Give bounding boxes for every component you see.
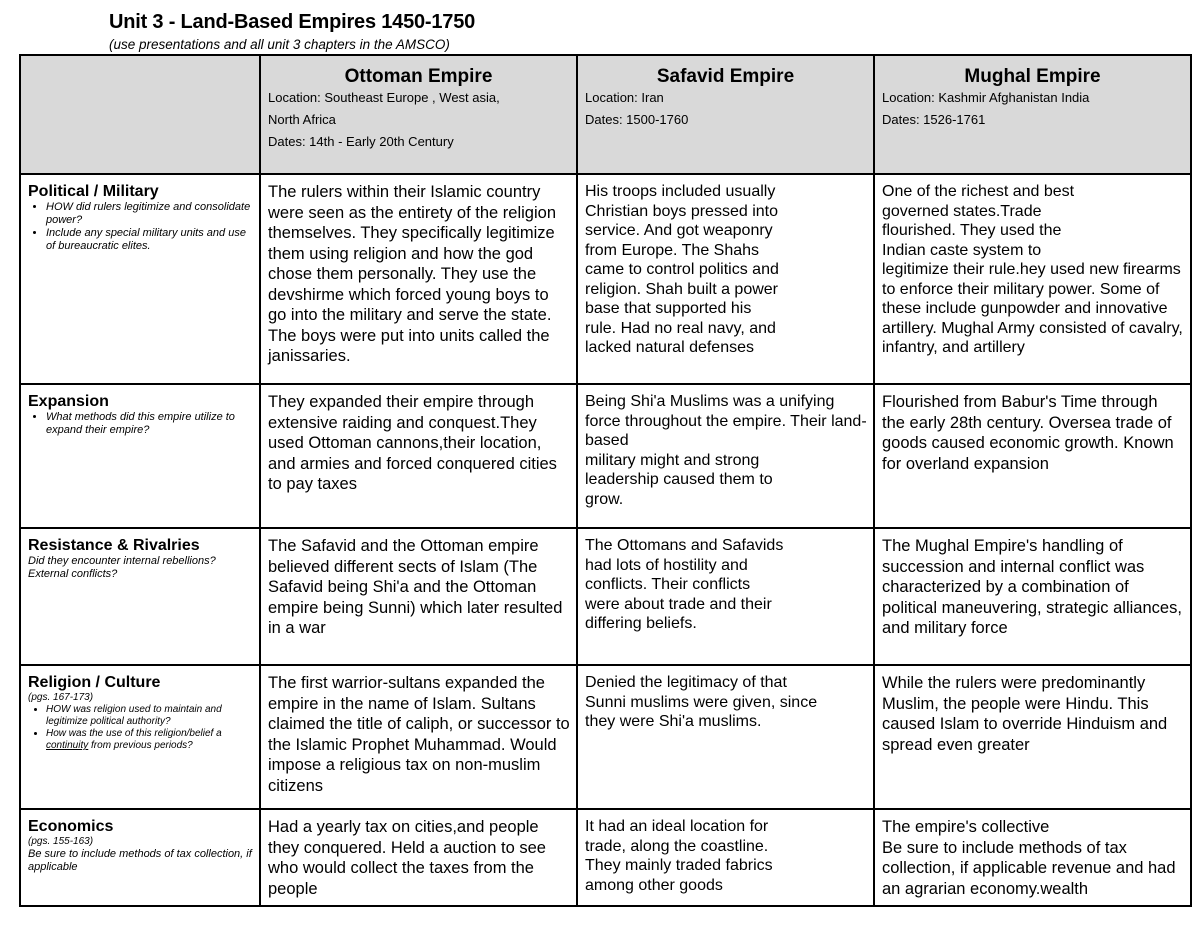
row-title: Religion / Culture xyxy=(28,674,161,691)
cell-safavid[interactable] xyxy=(577,665,874,809)
cell-ottoman[interactable] xyxy=(260,528,577,665)
table-row xyxy=(20,528,1191,665)
cell-text: They expanded their empire through extensive raiding and conquest.They used Ottoman cannons,their location, and armies and forced conquered cities to pay taxes xyxy=(268,393,557,493)
row-label-expansion xyxy=(20,384,260,528)
guide-question-continuity: • How was the use of this religion/belief a continuity from previous periods? xyxy=(46,728,253,752)
row-label-economics xyxy=(20,809,260,906)
cell-ottoman[interactable] xyxy=(260,665,577,809)
empire-location: Location: Southeast Europe , West asia, xyxy=(268,90,500,105)
header-row xyxy=(20,55,1191,174)
row-label-resistance xyxy=(20,528,260,665)
cell-mughal[interactable] xyxy=(874,528,1191,665)
guide-question: • HOW did rulers legitimize and consolidate power? xyxy=(46,201,253,227)
page-title: Unit 3 - Land-Based Empires 1450-1750 xyxy=(109,11,476,33)
empire-location: Location: Iran xyxy=(585,90,664,105)
cell-text: One of the richest and best governed states.Trade flourished. They used the Indian caste system to legitimize their rule.hey used new firearms to enforce their military power. Some of these include gunpowder and innovative artillery. Mughal Army consisted of cavalry, infantry, and artillery xyxy=(882,183,1183,356)
header-mughal xyxy=(874,55,1191,174)
empire-dates: Dates: 1500-1760 xyxy=(585,112,689,127)
guide-questions xyxy=(28,201,253,253)
empires-table xyxy=(19,54,1192,907)
cell-text: Denied the legitimacy of that Sunni muslims were given, since they were Shi'a muslims. xyxy=(585,674,818,730)
page-ref: (pgs. 167-173) xyxy=(28,692,94,703)
cell-text: Flourished from Babur's Time through the early 28th century. Oversea trade of goods caused economic growth. Known for overland expansion xyxy=(882,393,1174,473)
header-safavid xyxy=(577,55,874,174)
cell-text: Being Shi'a Muslims was a unifying force throughout the empire. Their land-based military might and strong leadership caused them to grow. xyxy=(585,393,867,508)
cell-safavid[interactable] xyxy=(577,174,874,384)
guide-question: • What methods did this empire utilize to expand their empire? xyxy=(46,411,253,437)
cell-ottoman[interactable] xyxy=(260,384,577,528)
empire-name: Mughal Empire xyxy=(964,66,1101,87)
cell-text: The rulers within their Islamic country were seen as the entirety of the religion themselves. They specifically legitimize them using religion and how the god chose them personally. They use the devshirme which forced young boys to go into the military and serve the state. The boys were put into units called the janissaries. xyxy=(268,183,557,365)
row-label-religion xyxy=(20,665,260,809)
row-title: Political / Military xyxy=(28,183,159,200)
cell-text: The Ottomans and Safavids had lots of hostility and conflicts. Their conflicts were about trade and their differing beliefs. xyxy=(585,537,784,632)
empire-name: Ottoman Empire xyxy=(344,66,493,87)
row-title: Economics xyxy=(28,818,114,835)
cell-mughal[interactable] xyxy=(874,174,1191,384)
cell-text: The first warrior-sultans expanded the empire in the name of Islam. Sultans claimed the title of caliph, or successor to the Islamic Prophet Muhammad. Would impose a religious tax on non-muslim citizens xyxy=(268,674,570,795)
empire-location-cont: North Africa xyxy=(268,112,336,127)
cell-mughal[interactable] xyxy=(874,384,1191,528)
row-title: Expansion xyxy=(28,393,109,410)
guide-questions xyxy=(28,411,253,437)
page-subtitle: (use presentations and all unit 3 chapters in the AMSCO) xyxy=(109,37,450,52)
cell-safavid[interactable] xyxy=(577,528,874,665)
empire-name: Safavid Empire xyxy=(656,66,795,87)
cell-ottoman[interactable] xyxy=(260,174,577,384)
table-row xyxy=(20,665,1191,809)
empire-dates: Dates: 1526-1761 xyxy=(882,112,986,127)
cell-safavid[interactable] xyxy=(577,384,874,528)
cell-ottoman[interactable] xyxy=(260,809,577,906)
underlined-word: continuity xyxy=(46,740,89,751)
cell-text: It had an ideal location for trade, along the coastline. They mainly traded fabrics among other goods xyxy=(585,818,773,894)
guide-question: • HOW was religion used to maintain and legitimize political authority? xyxy=(46,704,253,728)
cell-mughal[interactable] xyxy=(874,665,1191,809)
table-row xyxy=(20,809,1191,906)
header-ottoman xyxy=(260,55,577,174)
row-title: Resistance & Rivalries xyxy=(28,537,200,554)
cell-text: The empire's collective Be sure to include methods of tax collection, if applicable revenue and had an agrarian economy.wealth xyxy=(882,818,1176,898)
empire-location: Location: Kashmir Afghanistan India xyxy=(882,90,1090,105)
cell-text: His troops included usually Christian boys pressed into service. And got weaponry from Europe. The Shahs came to control politics and religion. Shah built a power base that supported his rule. Had no real navy, and lacked natural defenses xyxy=(585,183,779,356)
cell-safavid[interactable] xyxy=(577,809,874,906)
table-row xyxy=(20,384,1191,528)
table-row xyxy=(20,174,1191,384)
header-corner-cell xyxy=(20,55,260,174)
cell-text: While the rulers were predominantly Muslim, the people were Hindu. This caused Islam to override Hinduism and spread even greater xyxy=(882,674,1168,754)
row-note: Be sure to include methods of tax collection, if applicable xyxy=(28,848,252,873)
row-note: Did they encounter internal rebellions? External conflicts? xyxy=(28,555,216,580)
cell-text: Had a yearly tax on cities,and people they conquered. Held a auction to see who would collect the taxes from the people xyxy=(268,818,546,898)
cell-text: The Safavid and the Ottoman empire believed different sects of Islam (The Safavid being Shi'a and the Ottoman empire being Sunni) which later resulted in a war xyxy=(268,537,563,637)
guide-questions xyxy=(28,704,253,752)
page-ref: (pgs. 155-163) xyxy=(28,836,94,847)
cell-mughal[interactable] xyxy=(874,809,1191,906)
guide-question: • Include any special military units and use of bureaucratic elites. xyxy=(46,227,253,253)
empire-dates: Dates: 14th - Early 20th Century xyxy=(268,134,454,149)
cell-text: The Mughal Empire's handling of succession and internal conflict was characterized by a combination of political maneuvering, strategic alliances, and military force xyxy=(882,537,1182,637)
row-label-political xyxy=(20,174,260,384)
